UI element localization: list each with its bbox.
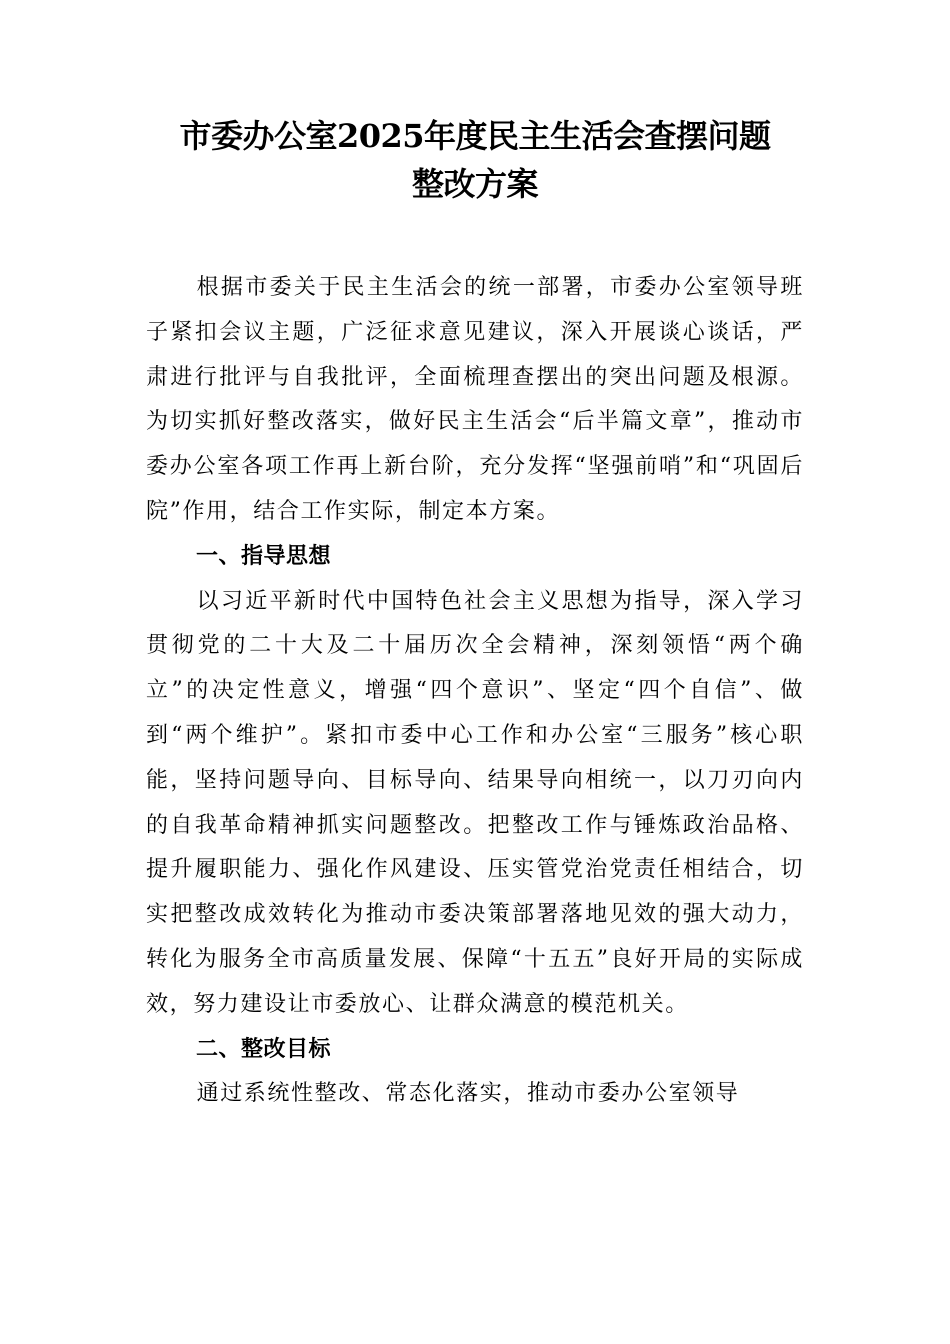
- section-heading-guiding-ideology: 一、指导思想: [196, 543, 332, 569]
- document-title: [146, 112, 804, 208]
- rectification-goals-paragraph: 通过系统性整改、常态化落实，推动市委办公室领导: [196, 1081, 740, 1107]
- document-title-line-1: 市委办公室2025年度民主生活会查摆问题: [179, 117, 771, 155]
- section-heading-rectification-goals: 二、整改目标: [196, 1036, 332, 1062]
- guiding-ideology-paragraph: 以习近平新时代中国特色社会主义思想为指导，深入学习贯彻党的二十大及二十届历次全会精神，深刻领悟“两个确立”的决定性意义，增强“四个意识”、坚定“四个自信”、做到“两个维护”。紧扣市委中心工作和办公室“三服务”核心职能，坚持问题导向、目标导向、结果导向相统一，以刀刃向内的自我革命精神抓实问题整改。把整改工作与锤炼政治品格、提升履职能力、强化作风建设、压实管党治党责任相结合，切实把整改成效转化为推动市委决策部署落地见效的强大动力，转化为服务全市高质量发展、保障“十五五”良好开局的实际成效，努力建设让市委放心、让群众满意的模范机关。: [146, 588, 804, 1017]
- document-title-line-2: 整改方案: [411, 165, 538, 203]
- intro-paragraph: 根据市委关于民主生活会的统一部署，市委办公室领导班子紧扣会议主题，广泛征求意见建议，深入开展谈心谈话，严肃进行批评与自我批评，全面梳理查摆出的突出问题及根源。为切实抓好整改落实，做好民主生活会“后半篇文章”，推动市委办公室各项工作再上新台阶，充分发挥“坚强前哨”和“巩固后院”作用，结合工作实际，制定本方案。: [146, 275, 804, 524]
- document-body: [146, 266, 804, 1117]
